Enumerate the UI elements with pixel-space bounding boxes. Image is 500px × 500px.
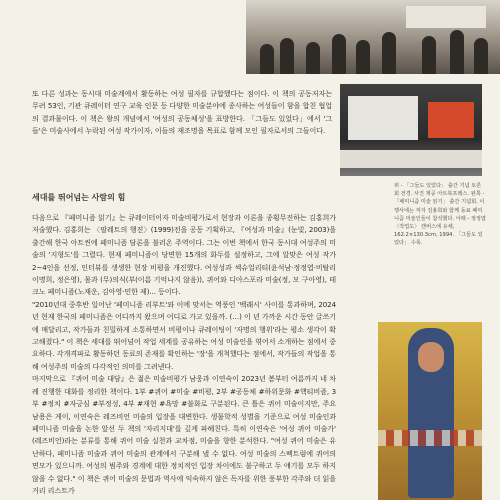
- audience-figure: [474, 38, 488, 74]
- main-paragraph: 다음으로 『페미니즘 읽기』는 큐레이터이자 미술비평가로서 현장과 이론을 종횡무진하는 김홍희가 저술했다. 김홍희는 〈팔레트의 행진〉(1999)전을 공동 기획하고, 『여성과 미술』(눈빛, 2003)을 출간해 한국 아트씬에 페미니즘 담론을 불러온 주역이다. 그는 이번 책에서 한국 동시대 여성주의 미술의 '지형도'를 그렸다. 현재 페미니즘이 당면한 15개의 화두를 설정하고, 그에 알맞은 여성 작가 2~4인을 선정, 인터뷰를 생생한 현장 비평을 개진했다. 여성성과 섹슈얼리티(윤석남·정정엽·비탈리 이명희, 정은영), 몸과 (무)의식(부(이름 기억나지 않음)), 퀴어와 디아스포라 미술(정, 모 구아영), 테크노 페미니즘(노재운, 김아영·민한 제)... 등이다.: [32, 213, 336, 297]
- main-text: [32, 212, 336, 497]
- audience-figure: [306, 42, 320, 74]
- event-photo: [246, 0, 500, 74]
- audience-figure: [280, 38, 294, 74]
- exhibition-wall: [348, 96, 418, 140]
- audience-figure: [422, 36, 436, 74]
- painting-flag: [378, 430, 482, 446]
- painting-image: [378, 322, 482, 500]
- audience-figure: [382, 32, 396, 74]
- photo-caption: 위 - 「그들도 있었다」 출간 기념 토론회 전경. 사진 제공 아트북프레스. 왼쪽 - 「페미니즘 미술 읽기」 출간 기념회. 이 행사에는 저자 김홍희와 함께 동료 페미니즘 미술인들이 참석했다. 아래 - 정정엽 〈작업도〉 캔버스에 유채, 162.2×130.3cm, 1994. 「그들도 있었다」 수록.: [394, 183, 486, 247]
- exhibition-banner: [428, 102, 474, 138]
- audience-figure: [356, 40, 370, 74]
- audience-figure: [260, 44, 274, 74]
- display-table: [340, 150, 482, 168]
- intro-text: 또 다른 성과는 동시대 미술계에서 활동하는 여성 필자를 규합했다는 점이다. 이 책의 공동저자는 무려 53인, 기관 큐레이터 연구 교육 인문 등 다양한 미술분야에 종사하는 여성들이 함을 합친 협업의 결과물이다. 이 책은 왕의 개념에서 '여성의 공동체성'을 표방한다. 「그들도 있었다」에서 '그들'은 미술사에서 누락된 여성 작가이자, 이들의 재조명을 목표로 함께 모인 필자로서의 그들이다.: [32, 89, 332, 136]
- main-paragraph: 마지막으로 『퀴어 미술 대담』은 젊은 미술비평가 남웅과 이연숙이 2023년 봄부터 여름까지 네 차례 진행한 대화를 정리한 책이다. 1부 #퀴어 #미술 #비평, 2부 #공동체 #하위문화 #핵티비즘, 3부 #정치 #자긍심 #부정성, 4부 #재현 #욕망 #불화로 구분된다. 큰 틀은 퀴어 미술이지만, 주요 남용은 게이, 이연숙은 레즈비언 미술의 입장을 대변한다. 생물학적 성별을 기준으로 여성 미술인과 페미니즘 미술을 논한 앞선 두 책의 '자리지대'를 깊게 파헤친다. 특히 이연숙은 '여성 퀴어 미술가' (레즈비언)라는 분류를 통해 퀴어 미술 실천과 교차점, 미술을 향한 분석한다. "여성 퀴어 미술은 유난하다, 페미니즘 미술과 퀴어 미술의 관계에서 구분해 낼 수 없다. 여성 미술의 스펙트럼에 퀴어의 면모가 있으니까. 여성의 범주와 경계에 대한 정치적인 입장 차이에도 불구하고 두 얘기를 모두 하지 않을 수 없다." 이 책은 퀴어 미술의 문법과 역사에 익숙하지 않은 독자를 위한 풍부한 각주와 더 읽을거리 리스트가: [32, 374, 336, 495]
- audience-figure: [332, 34, 346, 74]
- painting-face: [418, 342, 444, 372]
- exhibition-photo: [340, 84, 482, 176]
- presentation-screen: [406, 6, 486, 28]
- main-paragraph: "2010년대 중후반 일어난 '페미니즘 리부트'와 이에 맞서는 역풍인 '백래시' 사이를 통과하며, 2024년 현재 한국의 페미니즘은 어디까지 왔으며 어디로 가고 있을까. (…) 이 년 가까운 시간 동안 글쓰기에 매달리고, 작가들과 친밀하게 소통하면서 비평이나 큐레이팅이 '자명의 행위'라는 평소 생각이 확고해졌다." 이 책은 세대를 뛰어넘어 작업 세계를 공유하는 여성 미술인을 엮어서 소개하는 점에서 중요하다. 각개격파로 활동하던 동료의 존재를 확인하는 '장'을 개척했다는 점에서, 작가들의 작업을 통해 여성주의 미술의 다각적인 의미를 그려낸다.: [32, 299, 336, 371]
- audience-figure: [450, 30, 464, 74]
- intro-paragraph: [32, 88, 332, 138]
- section-title: 세대를 뛰어넘는 사람의 힘: [32, 193, 126, 202]
